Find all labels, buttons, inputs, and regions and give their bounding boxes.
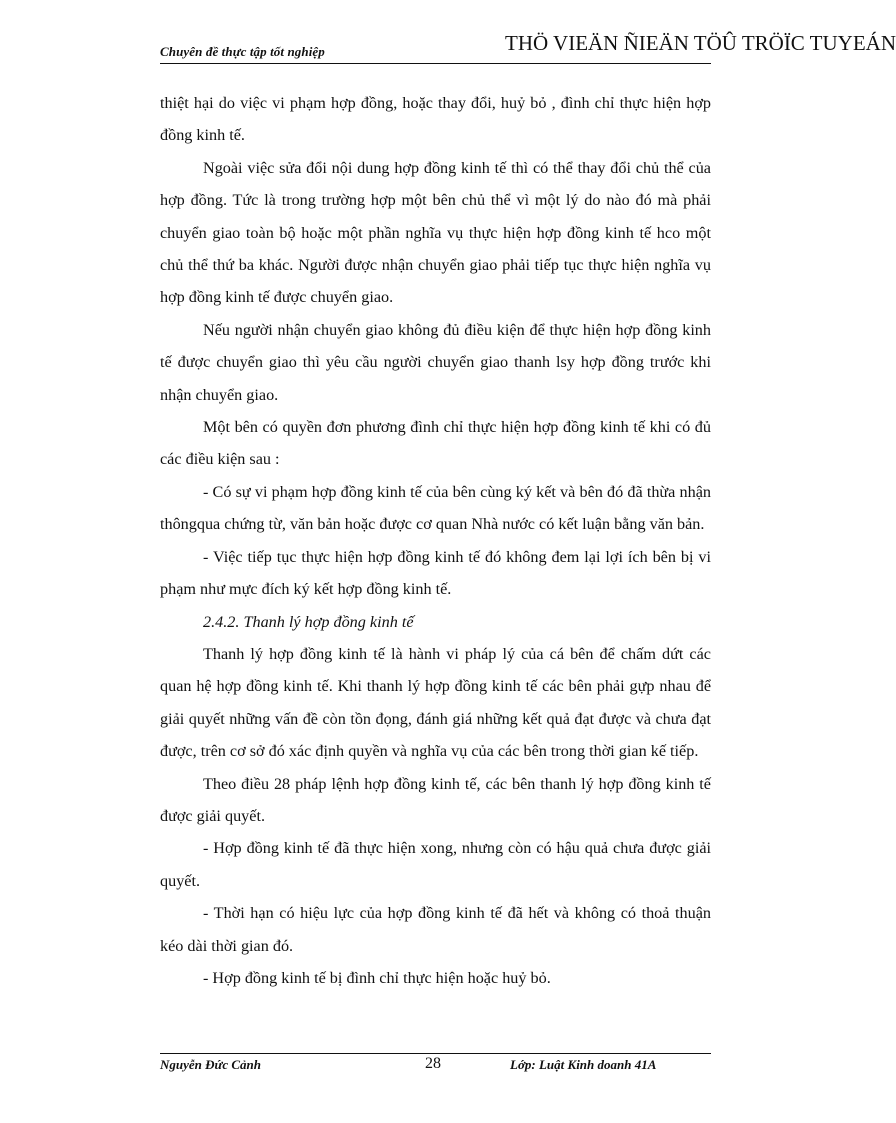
page-number: 28 (425, 1055, 441, 1072)
header-document-title: Chuyên đề thực tập tốt nghiệp (160, 44, 325, 59)
paragraph-5: Thanh lý hợp đồng kinh tế là hành vi pháp lý của cá bên để chấm dứt các quan hệ hợp đồng kinh tế. Khi thanh lý hợp đồng kinh tế các bên phải gựp nhau để giải quyết những vấn đề còn tồn đọng, đánh giá những kết quả đạt được và chưa đạt được, trên cơ sở đó xác định quyền và nghĩa vụ của các bên trong thời gian kế tiếp. (160, 644, 711, 761)
paragraph-6: Theo điều 28 pháp lệnh hợp đồng kinh tế, các bên thanh lý hợp đồng kinh tế được giải quyết. (160, 774, 711, 825)
list-item-case-1: - Hợp đồng kinh tế đã thực hiện xong, nhưng còn có hậu quả chưa được giải quyết. (160, 839, 711, 890)
paragraph-3: Nếu người nhận chuyển giao không đủ điều kiện để thực hiện hợp đồng kinh tế được chuyển giao thì yêu cầu người chuyển giao thanh lsy hợp đồng trước khi nhận chuyển giao. (160, 320, 711, 404)
footer-divider (160, 1053, 711, 1054)
paragraph-4: Một bên có quyền đơn phương đình chỉ thực hiện hợp đồng kinh tế khi có đủ các điều kiện sau : (160, 418, 711, 469)
section-heading: 2.4.2. Thanh lý hợp đồng kinh tế (203, 612, 414, 631)
paragraph-1: thiệt hại do việc vi phạm hợp đồng, hoặc thay đổi, huỷ bỏ , đình chỉ thực hiện hợp đồng kinh tế. (160, 94, 711, 145)
footer-class-label: Lớp: Luật Kinh doanh 41A (510, 1057, 657, 1072)
document-body (160, 87, 711, 994)
header-divider (160, 63, 711, 64)
header-library-title: THÖ VIEÄN ÑIEÄN TÖÛ TRÖÏC TUYEÁN (505, 31, 896, 55)
paragraph-2: Ngoài việc sửa đổi nội dung hợp đồng kinh tế thì có thể thay đổi chủ thể của hợp đồng. Tức là trong trường hợp một bên chủ thể vì một lý do nào đó mà phải chuyển giao toàn bộ hoặc một phần nghĩa vụ thực hiện hợp đồng kinh tế hco một chủ thể thứ ba khác. Người được nhận chuyển giao phải tiếp tục thực hiện nghĩa vụ hợp đồng kinh tế được chuyển giao. (160, 158, 711, 307)
list-item-condition-2: - Việc tiếp tục thực hiện hợp đồng kinh tế đó không đem lại lợi ích bên bị vi phạm như mực đích ký kết hợp đồng kinh tế. (160, 547, 711, 599)
list-item-case-2: - Thời hạn có hiệu lực của hợp đồng kinh tế đã hết và không có thoả thuận kéo dài thời gian đó. (160, 904, 711, 955)
list-item-case-3: - Hợp đồng kinh tế bị đình chỉ thực hiện hoặc huỷ bỏ. (203, 968, 551, 987)
footer-author: Nguyễn Đức Cảnh (160, 1057, 261, 1072)
list-item-condition-1: - Có sự vi phạm hợp đồng kinh tế của bên cùng ký kết và bên đó đã thừa nhận thôngqua chứng từ, văn bản hoặc được cơ quan Nhà nước có kết luận bằng văn bản. (160, 482, 711, 534)
